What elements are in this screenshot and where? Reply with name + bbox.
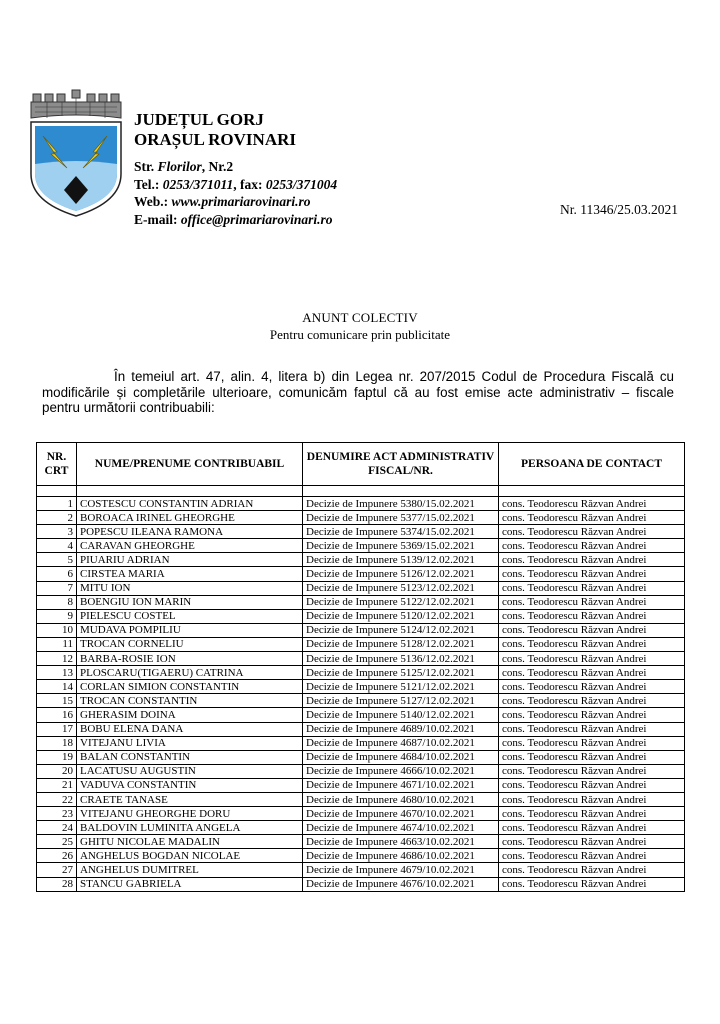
table-row: [37, 736, 685, 750]
table-row: [37, 821, 685, 835]
contributor-name: VITEJANU GHEORGHE DORU: [77, 807, 303, 821]
contributor-name: BALDOVIN LUMINITA ANGELA: [77, 821, 303, 835]
contributor-name: TROCAN CONSTANTIN: [77, 694, 303, 708]
act-reference: Decizie de Impunere 4674/10.02.2021: [303, 821, 499, 835]
contact-person: cons. Teodorescu Răzvan Andrei: [499, 511, 685, 525]
row-number: 20: [37, 764, 77, 778]
contact-person: cons. Teodorescu Răzvan Andrei: [499, 835, 685, 849]
row-number: 5: [37, 553, 77, 567]
contributor-name: BARBA-ROSIE ION: [77, 652, 303, 666]
contributor-name: CRAETE TANASE: [77, 792, 303, 806]
contributor-name: COSTESCU CONSTANTIN ADRIAN: [77, 497, 303, 511]
contact-person: cons. Teodorescu Răzvan Andrei: [499, 750, 685, 764]
table-row: [37, 623, 685, 637]
act-reference: Decizie de Impunere 5377/15.02.2021: [303, 511, 499, 525]
table-row: [37, 750, 685, 764]
row-number: 23: [37, 807, 77, 821]
row-number: 15: [37, 694, 77, 708]
row-number: 10: [37, 623, 77, 637]
contact-person: cons. Teodorescu Răzvan Andrei: [499, 567, 685, 581]
contributor-name: TROCAN CORNELIU: [77, 637, 303, 651]
table-row: [37, 553, 685, 567]
email-line: E-mail: office@primariarovinari.ro: [134, 211, 333, 227]
contact-person: cons. Teodorescu Răzvan Andrei: [499, 708, 685, 722]
table-row: [37, 567, 685, 581]
act-reference: Decizie de Impunere 4687/10.02.2021: [303, 736, 499, 750]
contact-person: cons. Teodorescu Răzvan Andrei: [499, 778, 685, 792]
table-row: [37, 863, 685, 877]
contact-person: cons. Teodorescu Răzvan Andrei: [499, 609, 685, 623]
table-header-row: [37, 443, 685, 486]
row-number: 14: [37, 680, 77, 694]
table-row: [37, 511, 685, 525]
table-row: [37, 849, 685, 863]
contact-person: cons. Teodorescu Răzvan Andrei: [499, 652, 685, 666]
row-number: 17: [37, 722, 77, 736]
act-reference: Decizie de Impunere 5124/12.02.2021: [303, 623, 499, 637]
contributor-name: ANGHELUS DUMITREL: [77, 863, 303, 877]
act-reference: Decizie de Impunere 5126/12.02.2021: [303, 567, 499, 581]
contributor-name: PIUARIU ADRIAN: [77, 553, 303, 567]
contributor-name: BOROACA IRINEL GHEORGHE: [77, 511, 303, 525]
contact-person: cons. Teodorescu Răzvan Andrei: [499, 595, 685, 609]
act-reference: Decizie de Impunere 5374/15.02.2021: [303, 525, 499, 539]
act-reference: Decizie de Impunere 5369/15.02.2021: [303, 539, 499, 553]
act-reference: Decizie de Impunere 5128/12.02.2021: [303, 637, 499, 651]
row-number: 13: [37, 666, 77, 680]
institution-header: [134, 110, 337, 228]
notice-subtitle: Pentru comunicare prin publicitate: [269, 327, 451, 342]
fax-number: 0253/371004: [265, 176, 338, 192]
contributor-name: VITEJANU LIVIA: [77, 736, 303, 750]
contributor-name: POPESCU ILEANA RAMONA: [77, 525, 303, 539]
table-row: [37, 680, 685, 694]
street-name: Florilor: [157, 159, 202, 174]
row-number: 26: [37, 849, 77, 863]
table-row: [37, 609, 685, 623]
act-reference: Decizie de Impunere 4670/10.02.2021: [303, 807, 499, 821]
table-row: [37, 792, 685, 806]
table-row: [37, 539, 685, 553]
row-number: 28: [37, 877, 77, 891]
contact-person: cons. Teodorescu Răzvan Andrei: [499, 637, 685, 651]
contributor-name: MITU ION: [77, 581, 303, 595]
contact-person: cons. Teodorescu Răzvan Andrei: [499, 807, 685, 821]
header-contact: PERSOANA DE CONTACT: [499, 443, 685, 486]
contact-person: cons. Teodorescu Răzvan Andrei: [499, 821, 685, 835]
notice-title: ANUNT COLECTIV: [302, 310, 418, 325]
act-reference: Decizie de Impunere 4663/10.02.2021: [303, 835, 499, 849]
act-reference: Decizie de Impunere 5140/12.02.2021: [303, 708, 499, 722]
act-reference: Decizie de Impunere 5123/12.02.2021: [303, 581, 499, 595]
contact-person: cons. Teodorescu Răzvan Andrei: [499, 680, 685, 694]
contact-person: cons. Teodorescu Răzvan Andrei: [499, 497, 685, 511]
row-number: 4: [37, 539, 77, 553]
header-nr: NR. CRT: [37, 443, 77, 486]
contributors-table: [36, 442, 685, 892]
table-row: [37, 722, 685, 736]
row-number: 11: [37, 637, 77, 651]
header-name: NUME/PRENUME CONTRIBUABIL: [77, 443, 303, 486]
table-row: [37, 708, 685, 722]
contact-person: cons. Teodorescu Răzvan Andrei: [499, 666, 685, 680]
contact-person: cons. Teodorescu Răzvan Andrei: [499, 581, 685, 595]
table-row: [37, 666, 685, 680]
address-line: Str. Florilor, Nr.2: [134, 159, 234, 174]
act-reference: Decizie de Impunere 5136/12.02.2021: [303, 652, 499, 666]
contributor-name: CIRSTEA MARIA: [77, 567, 303, 581]
contact-person: cons. Teodorescu Răzvan Andrei: [499, 863, 685, 877]
notice-intro: În temeiul art. 47, alin. 4, litera b) din Legea nr. 207/2015 Codul de Procedura Fiscală cu modificările și completările ulterioare, comunicăm faptul că au fost emise acte administrativ – fiscale pentru următorii contribuabili:: [42, 369, 674, 415]
row-number: 8: [37, 595, 77, 609]
coat-of-arms-icon: [27, 88, 125, 218]
table-row: [37, 637, 685, 651]
act-reference: Decizie de Impunere 4666/10.02.2021: [303, 764, 499, 778]
row-number: 27: [37, 863, 77, 877]
contributor-name: CARAVAN GHEORGHE: [77, 539, 303, 553]
contact-person: cons. Teodorescu Răzvan Andrei: [499, 722, 685, 736]
table-row: [37, 835, 685, 849]
row-number: 24: [37, 821, 77, 835]
contact-person: cons. Teodorescu Răzvan Andrei: [499, 764, 685, 778]
phone-line: Tel.: 0253/371011, fax: 0253/371004: [134, 176, 338, 192]
table-row: [37, 525, 685, 539]
table-row: [37, 652, 685, 666]
contributor-name: CORLAN SIMION CONSTANTIN: [77, 680, 303, 694]
row-number: 3: [37, 525, 77, 539]
row-number: 1: [37, 497, 77, 511]
row-number: 18: [37, 736, 77, 750]
act-reference: Decizie de Impunere 4680/10.02.2021: [303, 792, 499, 806]
row-number: 25: [37, 835, 77, 849]
contributor-name: GHERASIM DOINA: [77, 708, 303, 722]
row-number: 7: [37, 581, 77, 595]
table-spacer-row: [37, 486, 685, 497]
web-line: Web.: www.primariarovinari.ro: [134, 194, 311, 209]
table-row: [37, 581, 685, 595]
contributor-name: VADUVA CONSTANTIN: [77, 778, 303, 792]
act-reference: Decizie de Impunere 4686/10.02.2021: [303, 849, 499, 863]
row-number: 12: [37, 652, 77, 666]
row-number: 9: [37, 609, 77, 623]
contributor-name: MUDAVA POMPILIU: [77, 623, 303, 637]
contributor-name: GHITU NICOLAE MADALIN: [77, 835, 303, 849]
header-act: DENUMIRE ACT ADMINISTRATIV FISCAL/NR.: [303, 443, 499, 486]
contributor-name: STANCU GABRIELA: [77, 877, 303, 891]
contributor-name: BOBU ELENA DANA: [77, 722, 303, 736]
contact-person: cons. Teodorescu Răzvan Andrei: [499, 623, 685, 637]
table-row: [37, 877, 685, 891]
contact-person: cons. Teodorescu Răzvan Andrei: [499, 736, 685, 750]
act-reference: Decizie de Impunere 5139/12.02.2021: [303, 553, 499, 567]
row-number: 16: [37, 708, 77, 722]
act-reference: Decizie de Impunere 5122/12.02.2021: [303, 595, 499, 609]
web-link[interactable]: www.primariarovinari.ro: [171, 194, 311, 209]
contributor-name: BALAN CONSTANTIN: [77, 750, 303, 764]
table-row: [37, 764, 685, 778]
table-row: [37, 807, 685, 821]
city-name: ORAȘUL ROVINARI: [134, 130, 296, 149]
contributor-name: PLOSCARU(TIGAERU) CATRINA: [77, 666, 303, 680]
act-reference: Decizie de Impunere 5380/15.02.2021: [303, 497, 499, 511]
contributor-name: PIELESCU COSTEL: [77, 609, 303, 623]
registration-number: Nr. 11346/25.03.2021: [560, 202, 678, 217]
contact-person: cons. Teodorescu Răzvan Andrei: [499, 849, 685, 863]
contact-person: cons. Teodorescu Răzvan Andrei: [499, 525, 685, 539]
contact-person: cons. Teodorescu Răzvan Andrei: [499, 539, 685, 553]
row-number: 6: [37, 567, 77, 581]
act-reference: Decizie de Impunere 5121/12.02.2021: [303, 680, 499, 694]
row-number: 19: [37, 750, 77, 764]
contributor-name: ANGHELUS BOGDAN NICOLAE: [77, 849, 303, 863]
email-link[interactable]: office@primariarovinari.ro: [180, 211, 333, 227]
row-number: 2: [37, 511, 77, 525]
contact-person: cons. Teodorescu Răzvan Andrei: [499, 553, 685, 567]
contributor-name: LACATUSU AUGUSTIN: [77, 764, 303, 778]
row-number: 21: [37, 778, 77, 792]
act-reference: Decizie de Impunere 4679/10.02.2021: [303, 863, 499, 877]
contributor-name: BOENGIU ION MARIN: [77, 595, 303, 609]
table-row: [37, 778, 685, 792]
table-row: [37, 694, 685, 708]
act-reference: Decizie de Impunere 4689/10.02.2021: [303, 722, 499, 736]
row-number: 22: [37, 792, 77, 806]
act-reference: Decizie de Impunere 4684/10.02.2021: [303, 750, 499, 764]
contact-person: cons. Teodorescu Răzvan Andrei: [499, 877, 685, 891]
act-reference: Decizie de Impunere 4676/10.02.2021: [303, 877, 499, 891]
act-reference: Decizie de Impunere 5127/12.02.2021: [303, 694, 499, 708]
act-reference: Decizie de Impunere 5120/12.02.2021: [303, 609, 499, 623]
phone-number: 0253/371011: [162, 176, 234, 192]
act-reference: Decizie de Impunere 5125/12.02.2021: [303, 666, 499, 680]
contact-person: cons. Teodorescu Răzvan Andrei: [499, 792, 685, 806]
contact-person: cons. Teodorescu Răzvan Andrei: [499, 694, 685, 708]
table-row: [37, 497, 685, 511]
table-row: [37, 595, 685, 609]
county-name: JUDEȚUL GORJ: [134, 110, 264, 129]
act-reference: Decizie de Impunere 4671/10.02.2021: [303, 778, 499, 792]
